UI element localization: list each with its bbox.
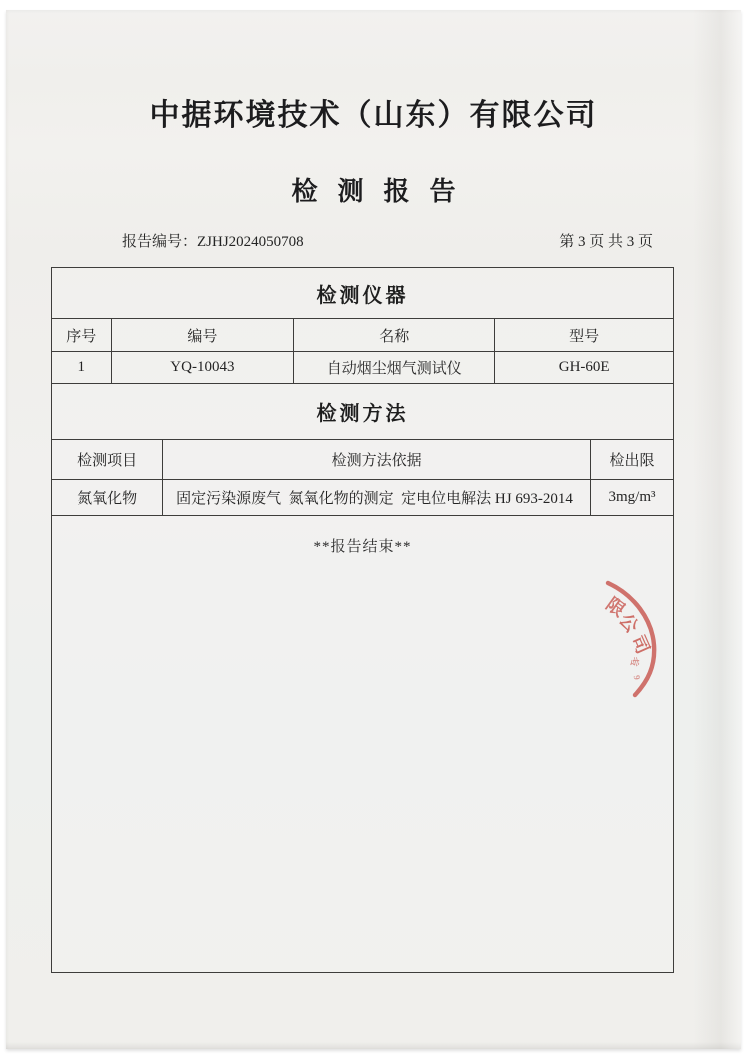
table-cell: 固定污染源废气 氮氧化物的测定 定电位电解法 HJ 693-2014 <box>163 480 591 515</box>
page-indicator: 第 3 页 共 3 页 <box>559 234 653 250</box>
report-table <box>51 267 674 973</box>
column-header: 编号 <box>112 319 295 351</box>
instruments-data-row <box>52 352 673 384</box>
seal-mark: 9 <box>631 674 643 681</box>
report-end-cell <box>52 516 673 972</box>
seal-char: 限 <box>602 593 629 621</box>
column-header: 序号 <box>52 319 112 351</box>
column-header: 型号 <box>569 328 600 345</box>
document-title: 检测报告 <box>291 177 476 206</box>
seal-mark: 专 <box>626 655 641 669</box>
instruments-section-title: 检测仪器 <box>52 268 673 319</box>
report-number-value: ZJHJ2024050708 <box>197 234 304 250</box>
seal-arc <box>608 583 654 695</box>
table-cell: 氮氧化物 <box>52 480 163 515</box>
report-number <box>122 230 304 251</box>
report-number-label: 报告编号： <box>122 234 198 250</box>
report-meta-row <box>6 230 741 251</box>
table-cell: GH-60E <box>558 359 610 375</box>
company-seal-stamp-icon <box>584 568 694 710</box>
column-header: 检测项目 <box>52 440 163 479</box>
column-header: 检出限 <box>609 453 655 469</box>
table-cell: 1 <box>52 352 112 383</box>
seal-char: 公 <box>615 609 643 637</box>
seal-char: 司 <box>627 632 654 657</box>
table-cell: YQ-10043 <box>112 352 295 383</box>
instruments-header-row <box>52 319 673 352</box>
methods-header-row <box>52 440 673 480</box>
report-page <box>6 10 741 1049</box>
company-name: 中据环境技术（山东）有限公司 <box>149 99 598 132</box>
methods-data-row <box>52 480 673 516</box>
report-end-marker: **报告结束** <box>313 539 412 555</box>
column-header: 检测方法依据 <box>163 440 591 479</box>
column-header: 名称 <box>294 319 495 351</box>
methods-section-title: 检测方法 <box>52 384 673 440</box>
table-cell: 3mg/m³ <box>608 489 656 505</box>
table-cell: 自动烟尘烟气测试仪 <box>294 352 495 383</box>
